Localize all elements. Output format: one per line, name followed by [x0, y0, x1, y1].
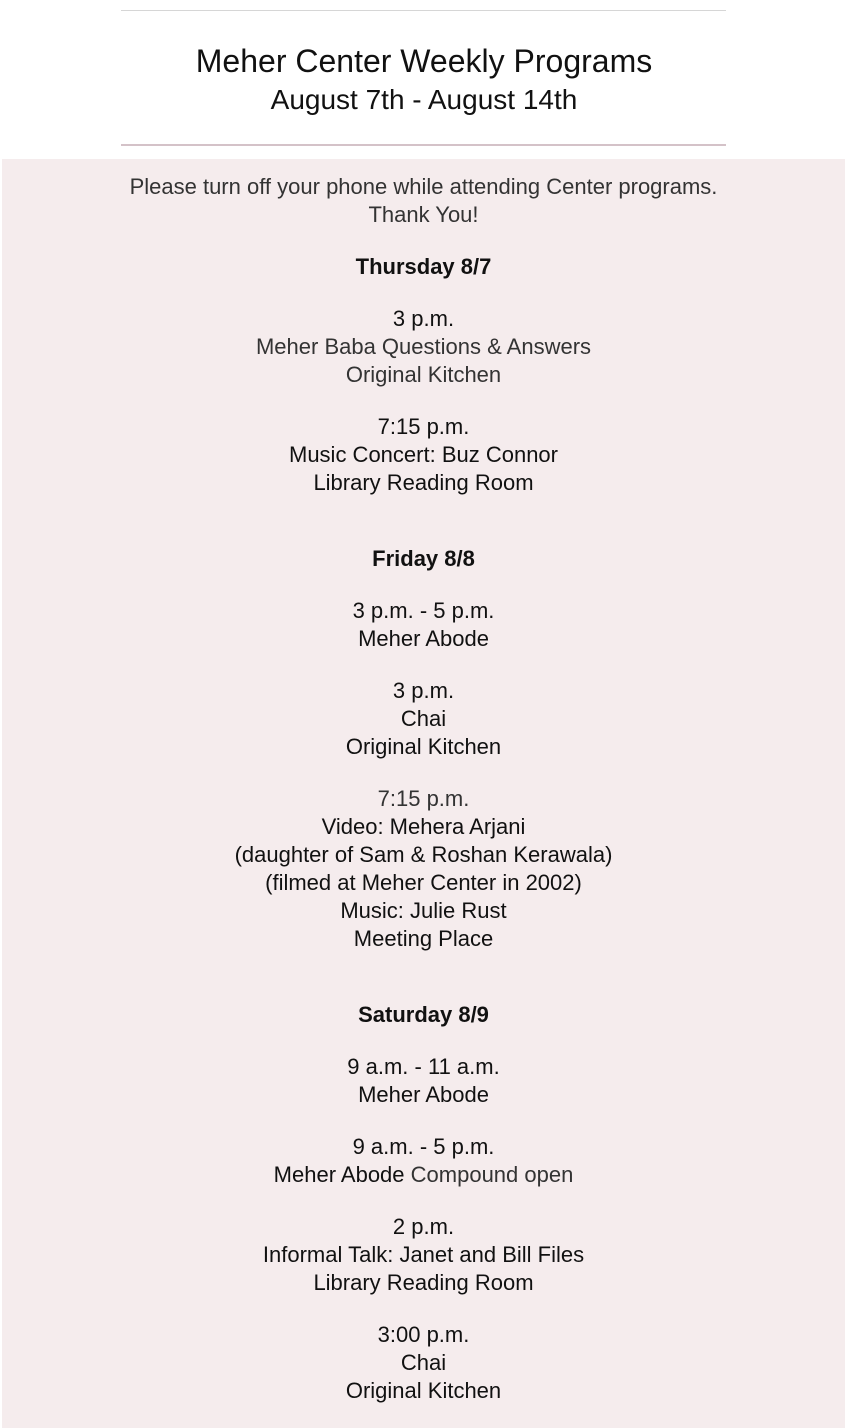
event-saturday-abode [2, 1053, 845, 1109]
day-heading-thursday: Thursday 8/7 [355, 254, 492, 279]
event-detail: (daughter of Sam & Roshan Kerawala) [234, 842, 613, 867]
header-divider-top [121, 10, 726, 11]
phone-notice-text: Please turn off your phone while attending Center programs. [129, 174, 718, 199]
event-time: 7:15 p.m. [377, 786, 470, 811]
thank-you-text: Thank You! [368, 202, 479, 227]
event-detail: (filmed at Meher Center in 2002) [265, 870, 582, 895]
event-time: 3 p.m. [392, 306, 455, 331]
event-title: Music Concert: Buz Connor [289, 442, 558, 467]
event-friday-video [2, 785, 845, 953]
event-thursday-qa [2, 305, 845, 389]
event-title [2, 1161, 845, 1189]
day-heading-friday: Friday 8/8 [372, 546, 475, 571]
event-title: Informal Talk: Janet and Bill Files [262, 1242, 585, 1267]
event-time: 3 p.m. - 5 p.m. [352, 598, 495, 623]
event-title: Meher Abode [358, 626, 489, 651]
event-location: Library Reading Room [313, 1270, 534, 1295]
event-friday-abode [2, 597, 845, 653]
event-location: Original Kitchen [345, 734, 502, 759]
event-title-part: Compound open [410, 1162, 574, 1187]
event-saturday-chai [2, 1321, 845, 1405]
phone-notice [2, 159, 845, 229]
day-heading-saturday: Saturday 8/9 [358, 1002, 489, 1027]
header-divider-bottom [121, 144, 726, 146]
event-detail: Music: Julie Rust [340, 898, 507, 923]
event-time: 9 a.m. - 5 p.m. [352, 1134, 495, 1159]
event-friday-chai [2, 677, 845, 761]
event-title: Chai [400, 1350, 447, 1375]
program-schedule-panel [2, 159, 845, 1428]
page-title: Meher Center Weekly Programs [195, 43, 653, 79]
event-location: Original Kitchen [345, 362, 502, 387]
event-time: 2 p.m. [392, 1214, 455, 1239]
event-time: 3 p.m. [392, 678, 455, 703]
event-thursday-concert [2, 413, 845, 497]
event-title: Chai [400, 706, 447, 731]
event-location: Library Reading Room [313, 470, 534, 495]
event-location: Meeting Place [353, 926, 494, 951]
event-time: 7:15 p.m. [377, 414, 470, 439]
event-title: Video: Mehera Arjani [321, 814, 526, 839]
event-time: 9 a.m. - 11 a.m. [347, 1054, 500, 1079]
event-location: Original Kitchen [345, 1378, 502, 1403]
event-saturday-talk [2, 1213, 845, 1297]
event-title-part: Meher Abode [273, 1162, 405, 1187]
event-time: 3:00 p.m. [377, 1322, 470, 1347]
event-title: Meher Baba Questions & Answers [255, 334, 592, 359]
event-saturday-compound [2, 1133, 845, 1189]
event-title: Meher Abode [358, 1082, 489, 1107]
page-subtitle-dates: August 7th - August 14th [270, 84, 578, 115]
